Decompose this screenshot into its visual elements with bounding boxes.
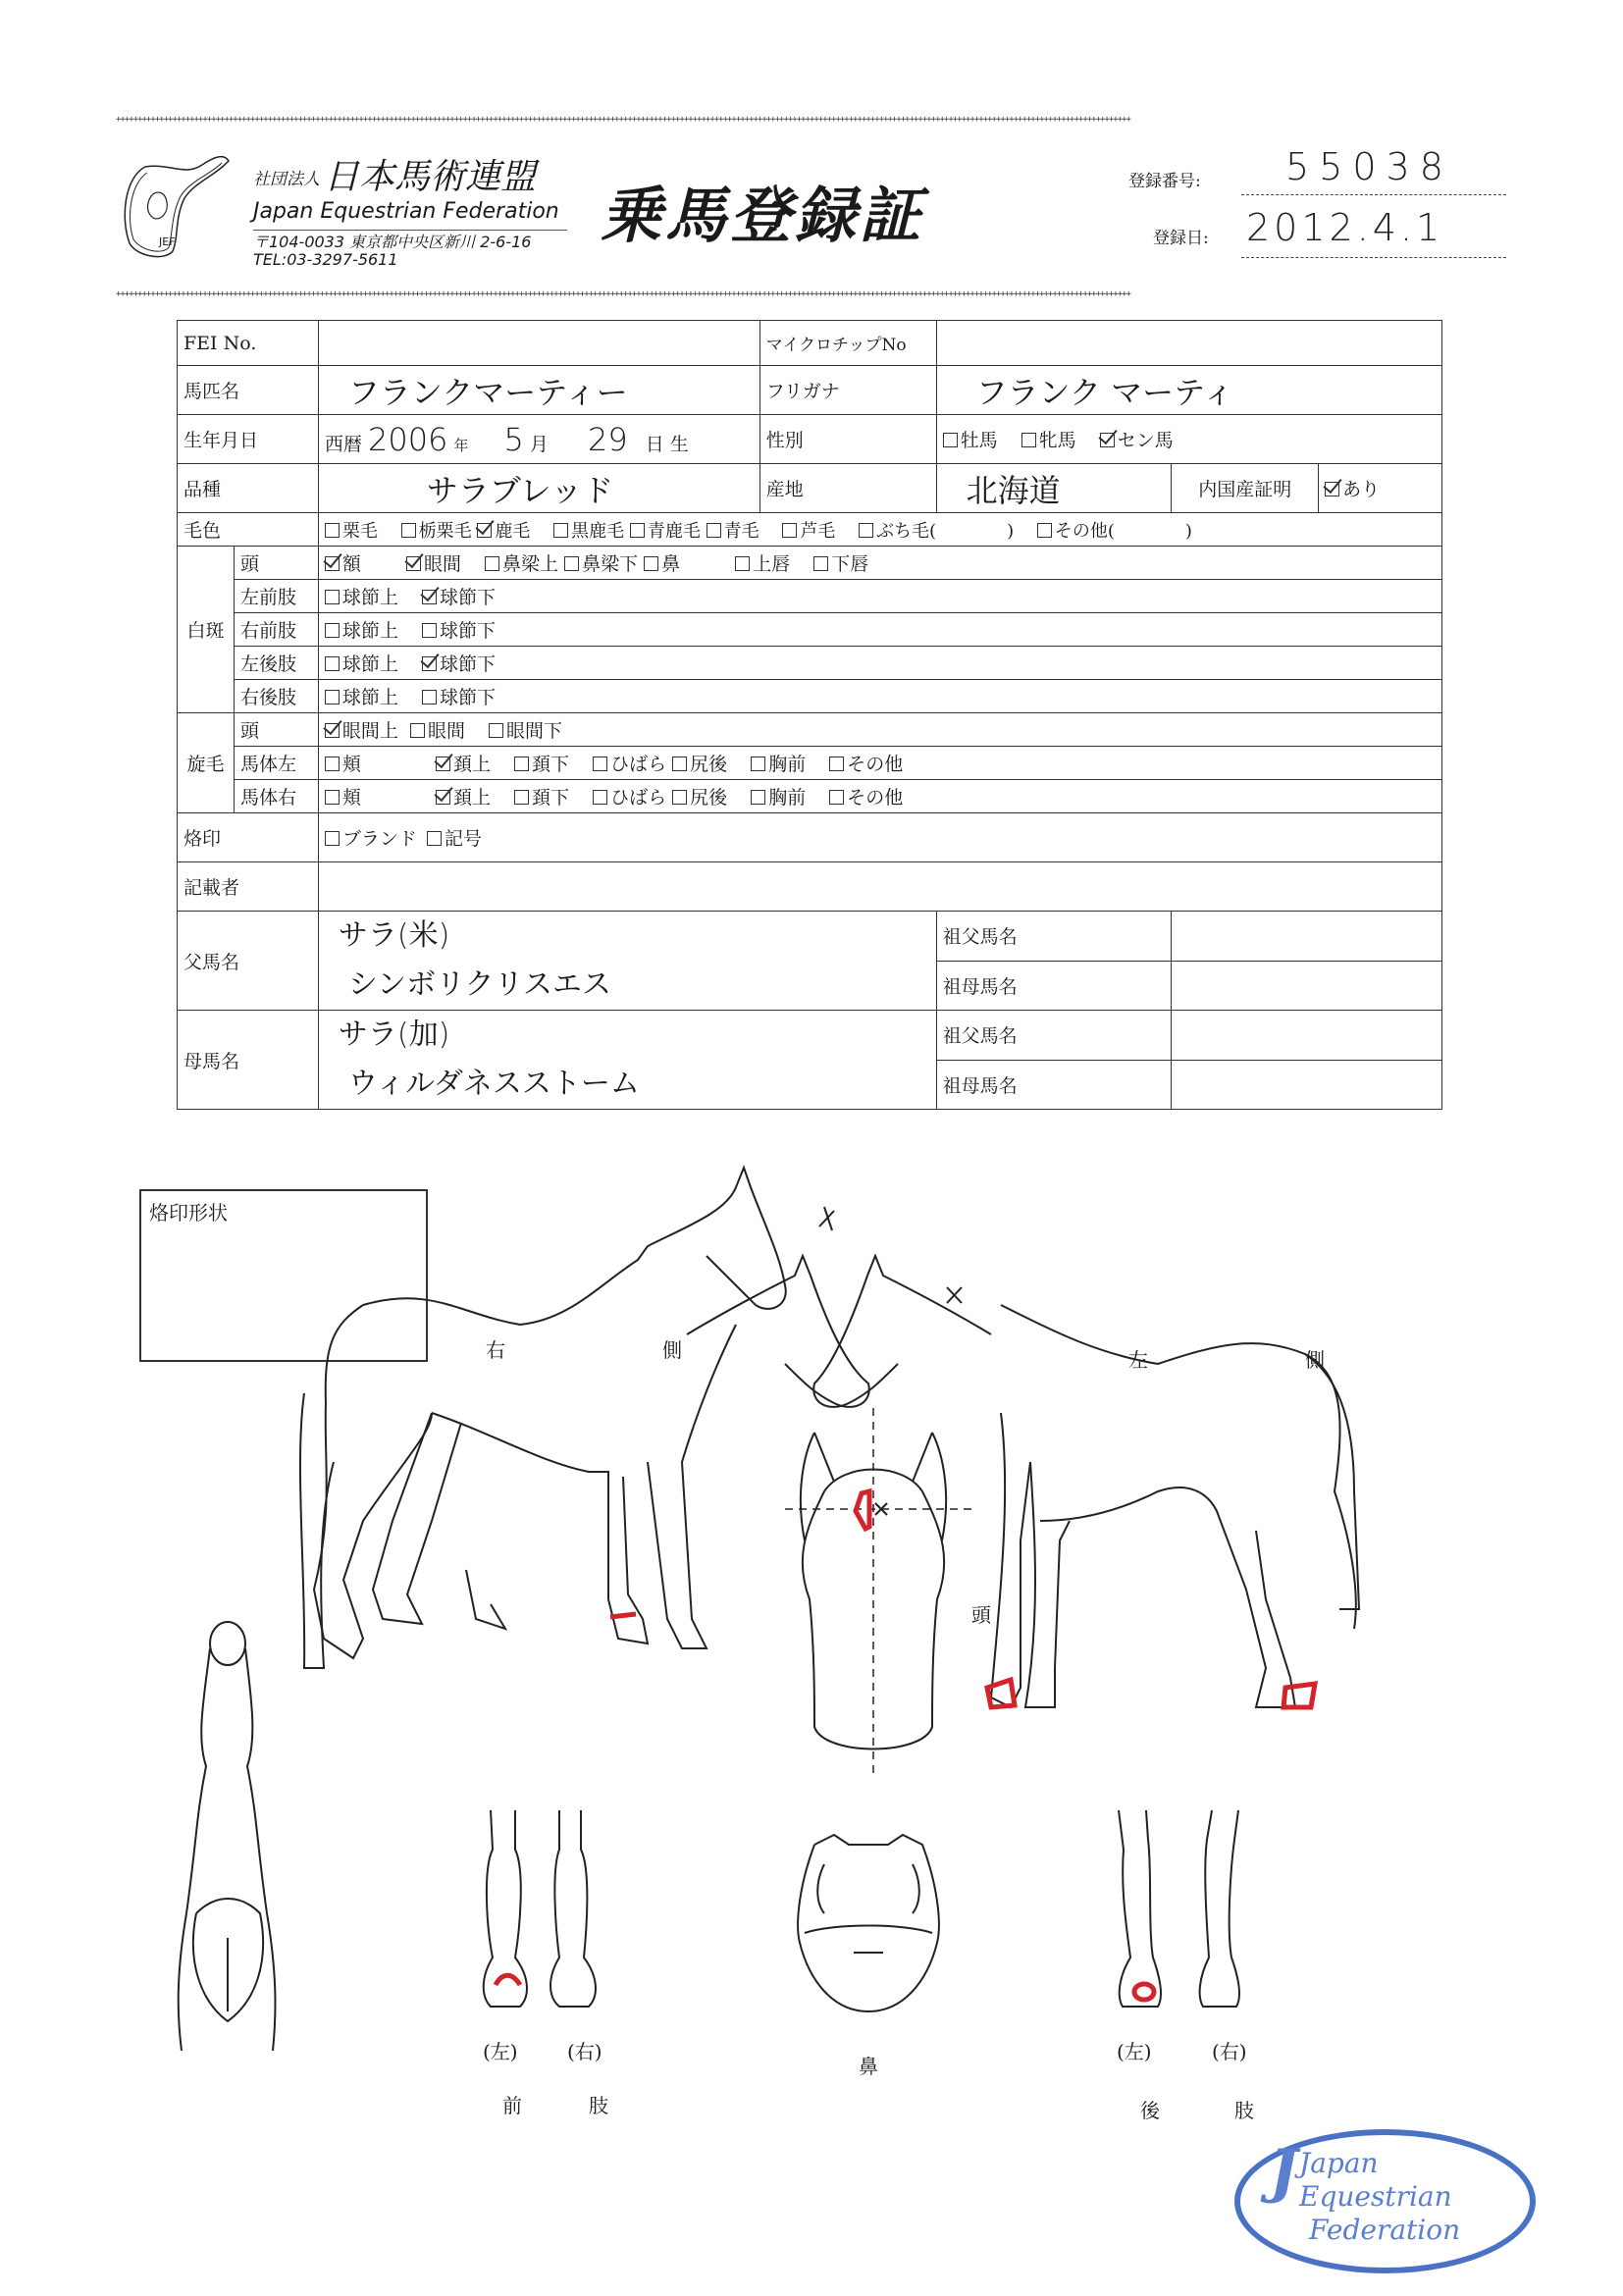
microchip-value[interactable] bbox=[936, 321, 1441, 366]
hind-caption-2: 肢 bbox=[1234, 2099, 1254, 2122]
checkbox-icon bbox=[514, 757, 529, 771]
furigana-value[interactable]: フランク マーティ bbox=[936, 366, 1441, 415]
whorl-option[interactable]: 頚下 bbox=[514, 754, 569, 775]
recorder-value[interactable] bbox=[318, 862, 1441, 912]
marking-option[interactable]: 下唇 bbox=[813, 553, 868, 575]
marking-option[interactable]: 球節下 bbox=[422, 653, 496, 675]
white-head-label: 頭 bbox=[234, 547, 318, 580]
checkbox-icon bbox=[1037, 523, 1052, 538]
furigana-label: フリガナ bbox=[759, 366, 936, 415]
birth-era: 西暦 bbox=[324, 433, 362, 455]
sire-line-2: シンボリクリスエス bbox=[347, 967, 611, 1002]
brand-shape-label: 烙印形状 bbox=[149, 1201, 228, 1225]
checkbox-icon bbox=[325, 831, 340, 846]
white-rh-options bbox=[318, 680, 1441, 713]
whorl-option[interactable]: 尻後 bbox=[672, 787, 727, 809]
white-rh-label: 右後肢 bbox=[234, 680, 318, 713]
row-brand bbox=[178, 813, 1442, 862]
dam-grandsire-label: 祖父馬名 bbox=[936, 1011, 1172, 1061]
horse-name-value[interactable]: フランクマーティー bbox=[318, 366, 759, 415]
stamp-line-2: Equestrian bbox=[1299, 2180, 1452, 2213]
checkbox-icon bbox=[325, 757, 340, 771]
whorl-right-label: 馬体右 bbox=[234, 780, 318, 813]
coat-option[interactable]: 鹿毛 bbox=[477, 521, 530, 542]
left-side-label: 左 側 bbox=[1128, 1348, 1364, 1372]
coat-label: 毛色 bbox=[178, 513, 319, 547]
origin-label: 産地 bbox=[759, 464, 936, 513]
coat-option[interactable]: 黒鹿毛 bbox=[553, 521, 624, 542]
sire-granddam-value[interactable] bbox=[1172, 961, 1442, 1011]
checkbox-checked-icon bbox=[325, 556, 340, 571]
reg-date-label: 登録日: bbox=[1153, 229, 1209, 248]
fore-caption-2: 肢 bbox=[589, 2094, 608, 2117]
dam-granddam-label: 祖母馬名 bbox=[936, 1060, 1172, 1110]
whorl-option[interactable]: 頬 bbox=[325, 787, 361, 809]
checkbox-icon bbox=[485, 556, 499, 571]
microchip-label: マイクロチップNo bbox=[759, 321, 936, 366]
checkbox-icon bbox=[829, 757, 844, 771]
sire-label: 父馬名 bbox=[178, 912, 319, 1011]
stamp-line-3: Federation bbox=[1309, 2214, 1461, 2246]
sex-options bbox=[936, 415, 1441, 464]
hind-right-leg bbox=[1200, 1810, 1239, 2007]
whorl-option[interactable]: 胸前 bbox=[751, 787, 806, 809]
sex-option-gelding[interactable]: セン馬 bbox=[1100, 430, 1174, 451]
hind-left-leg bbox=[1119, 1810, 1161, 2007]
row-coat bbox=[178, 513, 1442, 547]
sex-label: 性別 bbox=[759, 415, 936, 464]
row-recorder bbox=[178, 862, 1442, 912]
fei-label: FEI No. bbox=[178, 321, 319, 366]
sex-option-mare[interactable]: 牝馬 bbox=[1021, 430, 1076, 451]
coat-option[interactable]: 栃栗毛 bbox=[401, 521, 472, 542]
whorl-option[interactable]: その他 bbox=[829, 754, 903, 775]
marking-hind-left-hoof bbox=[1134, 1984, 1154, 2000]
birth-value bbox=[318, 415, 759, 464]
tail bbox=[300, 1393, 334, 1668]
marking-option[interactable]: 鼻 bbox=[644, 553, 680, 575]
head-label: 頭 bbox=[971, 1603, 991, 1627]
row-fei bbox=[178, 321, 1442, 366]
sire-value[interactable] bbox=[318, 912, 936, 1011]
coat-option[interactable]: 芦毛 bbox=[782, 521, 835, 542]
sex-option-stallion[interactable]: 牡馬 bbox=[943, 430, 998, 451]
white-rf-options bbox=[318, 613, 1441, 647]
logo-text: JEF bbox=[159, 235, 176, 248]
marking-option[interactable]: 球節上 bbox=[325, 687, 398, 708]
white-lh-options bbox=[318, 647, 1441, 680]
birth-label: 生年月日 bbox=[178, 415, 319, 464]
marking-option[interactable]: 額 bbox=[325, 553, 361, 575]
whorl-option[interactable]: ひばら bbox=[593, 754, 666, 775]
reg-number-label: 登録番号: bbox=[1128, 172, 1201, 191]
dam-value[interactable] bbox=[318, 1011, 936, 1110]
whorl-option[interactable]: 尻後 bbox=[672, 754, 727, 775]
row-white-lf bbox=[178, 580, 1442, 613]
whorl-option[interactable]: 眼間 bbox=[410, 720, 465, 742]
white-lf-options bbox=[318, 580, 1441, 613]
fei-value[interactable] bbox=[318, 321, 759, 366]
whorl-right-options bbox=[318, 780, 1441, 813]
origin-value[interactable]: 北海道 bbox=[936, 464, 1172, 513]
sire-grandsire-label: 祖父馬名 bbox=[936, 912, 1172, 962]
checkbox-icon bbox=[751, 757, 765, 771]
horse-top-view-diagram bbox=[167, 1619, 304, 2080]
fore-right-leg bbox=[550, 1810, 596, 2007]
horse-left-side-diagram bbox=[1001, 1295, 1492, 1747]
right-side-label: 右 側 bbox=[486, 1338, 721, 1362]
whorl-option[interactable]: 眼間上 bbox=[325, 720, 398, 742]
hind-caption-1: 後 bbox=[1140, 2099, 1160, 2122]
fore-legs-diagram bbox=[471, 1810, 648, 2026]
whorl-option[interactable]: ひばら bbox=[593, 787, 666, 809]
breed-value[interactable]: サラブレッド bbox=[318, 464, 759, 513]
checkbox-icon bbox=[593, 790, 607, 805]
whorl-option[interactable]: 胸前 bbox=[751, 754, 806, 775]
checkbox-icon bbox=[593, 757, 607, 771]
sire-granddam-label: 祖母馬名 bbox=[936, 961, 1172, 1011]
marking-option[interactable]: 上唇 bbox=[735, 553, 790, 575]
marking-option[interactable]: 球節上 bbox=[325, 587, 398, 608]
checkbox-checked-icon bbox=[436, 790, 450, 805]
reg-number-value: 55038 bbox=[1285, 145, 1453, 188]
breed-label: 品種 bbox=[178, 464, 319, 513]
org-name-ja: 日本馬術連盟 bbox=[324, 157, 537, 197]
registration-table bbox=[177, 320, 1442, 1110]
reg-date-underline bbox=[1241, 257, 1506, 258]
birth-month[interactable]: 5 bbox=[503, 420, 524, 458]
coat-option[interactable]: 青鹿毛 bbox=[630, 521, 701, 542]
org-type: 社団法人 bbox=[253, 170, 320, 189]
domestic-cert-label: 内国産証明 bbox=[1172, 464, 1319, 513]
dam-grandsire-value[interactable] bbox=[1172, 1011, 1442, 1061]
dam-label: 母馬名 bbox=[178, 1011, 319, 1110]
marking-left-hind bbox=[1283, 1684, 1315, 1707]
checkbox-icon bbox=[325, 523, 340, 538]
row-birth bbox=[178, 415, 1442, 464]
whorl-option[interactable]: 眼間下 bbox=[489, 720, 562, 742]
checkbox-icon bbox=[630, 523, 645, 538]
whorl-left-label: 馬体左 bbox=[234, 747, 318, 780]
row-white-lh bbox=[178, 647, 1442, 680]
checkbox-icon bbox=[644, 556, 658, 571]
row-sire-1 bbox=[178, 912, 1442, 962]
bottom-dotted-rule: ++++++++++++++++++++++++++++++++++++++++++++++++++++++++++++++++++++++++++++++++++++++++++++++++++++++++++++++++++++++++++++++++++++++++++++++++++++++++++++++++++++++++++++++++++++++++++++++++++++++++++++++++++++++++++++++++++++++++++ bbox=[116, 290, 1130, 298]
whorl-head-options bbox=[318, 713, 1441, 747]
checkbox-icon bbox=[422, 690, 437, 704]
whorl-option[interactable]: 頚上 bbox=[436, 754, 491, 775]
stamp-line-1: Japan bbox=[1299, 2147, 1379, 2179]
checkbox-icon bbox=[401, 523, 416, 538]
reg-number-underline bbox=[1241, 194, 1506, 195]
marking-forehead-star bbox=[856, 1491, 869, 1529]
white-lf-label: 左前肢 bbox=[234, 580, 318, 613]
marking-left-fore-pastern bbox=[610, 1614, 636, 1617]
whorl-option[interactable]: その他 bbox=[829, 787, 903, 809]
sire-line-1: サラ(米) bbox=[338, 918, 450, 953]
org-address: 〒104-0033 東京都中央区新川 2-6-16 bbox=[253, 233, 532, 251]
checkbox-icon bbox=[735, 556, 750, 571]
jef-seal-stamp bbox=[1234, 2129, 1536, 2273]
checkbox-icon bbox=[553, 523, 568, 538]
checkbox-icon bbox=[564, 556, 579, 571]
brand-option[interactable]: 記号 bbox=[427, 828, 482, 850]
row-white-rh bbox=[178, 680, 1442, 713]
row-white-head bbox=[178, 547, 1442, 580]
checkbox-icon bbox=[751, 790, 765, 805]
brand-option[interactable]: ブランド bbox=[325, 828, 417, 850]
checkbox-checked-icon bbox=[477, 523, 492, 538]
stamp-initial: J bbox=[1270, 2137, 1298, 2206]
checkbox-icon bbox=[672, 757, 687, 771]
dam-line-1: サラ(加) bbox=[338, 1018, 450, 1052]
marking-option[interactable]: 球節下 bbox=[422, 687, 496, 708]
checkbox-icon bbox=[427, 831, 442, 846]
checkbox-icon bbox=[829, 790, 844, 805]
hind-legs-diagram bbox=[1109, 1810, 1285, 2026]
checkbox-icon bbox=[943, 433, 958, 447]
birth-month-unit: 月 bbox=[529, 433, 549, 455]
hind-right-label: (右) bbox=[1212, 2040, 1247, 2063]
checkbox-icon bbox=[514, 790, 529, 805]
marking-fore-left-hoof bbox=[496, 1975, 520, 1985]
marking-option[interactable]: 球節上 bbox=[325, 620, 398, 642]
org-tel: TEL:03-3297-5611 bbox=[253, 250, 398, 269]
checkbox-icon bbox=[1021, 433, 1036, 447]
birth-year[interactable]: 2006 bbox=[367, 420, 448, 458]
checkbox-icon bbox=[489, 723, 503, 738]
whorls-label: 旋毛 bbox=[178, 713, 235, 813]
birth-day[interactable]: 29 bbox=[587, 420, 628, 458]
org-name-en: Japan Equestrian Federation bbox=[253, 199, 559, 224]
checkbox-icon bbox=[672, 790, 687, 805]
checkbox-checked-icon bbox=[422, 590, 437, 604]
recorder-label: 記載者 bbox=[178, 862, 319, 912]
brand-options bbox=[318, 813, 1441, 862]
birth-year-unit: 年 bbox=[453, 436, 469, 454]
row-name bbox=[178, 366, 1442, 415]
checkbox-checked-icon bbox=[1100, 433, 1115, 447]
whorl-left-options bbox=[318, 747, 1441, 780]
checkbox-icon bbox=[325, 690, 340, 704]
hind-left-label: (左) bbox=[1117, 2040, 1152, 2063]
dam-granddam-value[interactable] bbox=[1172, 1060, 1442, 1110]
row-whorl-left bbox=[178, 747, 1442, 780]
org-divider bbox=[253, 230, 567, 231]
reg-date-value: 2012.4.1 bbox=[1246, 206, 1444, 249]
white-lh-label: 左後肢 bbox=[234, 647, 318, 680]
checkbox-icon bbox=[325, 656, 340, 671]
checkbox-icon bbox=[410, 723, 425, 738]
domestic-cert-option[interactable]: あり bbox=[1319, 464, 1442, 513]
row-whorl-head bbox=[178, 713, 1442, 747]
jef-logo bbox=[116, 147, 234, 263]
checkbox-checked-icon bbox=[1325, 482, 1339, 496]
marking-option[interactable]: 球節下 bbox=[422, 587, 496, 608]
whorl-option[interactable]: 頚下 bbox=[514, 787, 569, 809]
marking-option[interactable]: 球節下 bbox=[422, 620, 496, 642]
coat-option[interactable]: ぶち毛( ) bbox=[859, 521, 1014, 542]
head-front-diagram bbox=[785, 1403, 962, 1776]
checkbox-icon bbox=[422, 623, 437, 638]
row-breed bbox=[178, 464, 1442, 513]
page-title: 乗馬登録証 bbox=[601, 180, 925, 251]
sire-grandsire-value[interactable] bbox=[1172, 912, 1442, 962]
nose-label: 鼻 bbox=[859, 2055, 878, 2078]
whorl-head-label: 頭 bbox=[234, 713, 318, 747]
white-markings-label: 白斑 bbox=[178, 547, 235, 713]
fore-caption-1: 前 bbox=[502, 2094, 522, 2117]
checkbox-icon bbox=[325, 623, 340, 638]
whorl-option[interactable]: 頬 bbox=[325, 754, 361, 775]
white-head-options bbox=[318, 547, 1441, 580]
birth-day-unit: 日 生 bbox=[645, 433, 689, 455]
white-rf-label: 右前肢 bbox=[234, 613, 318, 647]
row-white-rf bbox=[178, 613, 1442, 647]
checkbox-checked-icon bbox=[406, 556, 421, 571]
dam-line-2: ウィルダネスストーム bbox=[347, 1067, 640, 1101]
marking-option[interactable]: 鼻梁下 bbox=[564, 553, 638, 575]
marking-option[interactable]: 球節上 bbox=[325, 653, 398, 675]
checkbox-checked-icon bbox=[325, 723, 340, 738]
top-dotted-rule: ++++++++++++++++++++++++++++++++++++++++++++++++++++++++++++++++++++++++++++++++++++++++++++++++++++++++++++++++++++++++++++++++++++++++++++++++++++++++++++++++++++++++++++++++++++++++++++++++++++++++++++++++++++++++++++++++++++++++++ bbox=[116, 116, 1130, 124]
horse-name-label: 馬匹名 bbox=[178, 366, 319, 415]
marking-option[interactable]: 鼻梁上 bbox=[485, 553, 558, 575]
row-dam-1 bbox=[178, 1011, 1442, 1061]
nose-diagram bbox=[795, 1835, 942, 2021]
whorl-option[interactable]: 頚上 bbox=[436, 787, 491, 809]
checkbox-checked-icon bbox=[436, 757, 450, 771]
checkbox-checked-icon bbox=[422, 656, 437, 671]
checkbox-icon bbox=[325, 590, 340, 604]
checkbox-icon bbox=[782, 523, 797, 538]
coat-option[interactable]: その他( ) bbox=[1037, 521, 1192, 542]
checkbox-icon bbox=[813, 556, 828, 571]
fore-right-label: (右) bbox=[567, 2040, 602, 2063]
coat-options bbox=[318, 513, 1441, 547]
checkbox-icon bbox=[325, 790, 340, 805]
row-whorl-right bbox=[178, 780, 1442, 813]
coat-option[interactable]: 栗毛 bbox=[325, 521, 378, 542]
fore-left-label: (左) bbox=[483, 2040, 518, 2063]
marking-option[interactable]: 眼間 bbox=[406, 553, 461, 575]
checkbox-icon bbox=[859, 523, 873, 538]
brand-label: 烙印 bbox=[178, 813, 319, 862]
coat-option[interactable]: 青毛 bbox=[707, 521, 759, 542]
checkbox-icon bbox=[707, 523, 721, 538]
